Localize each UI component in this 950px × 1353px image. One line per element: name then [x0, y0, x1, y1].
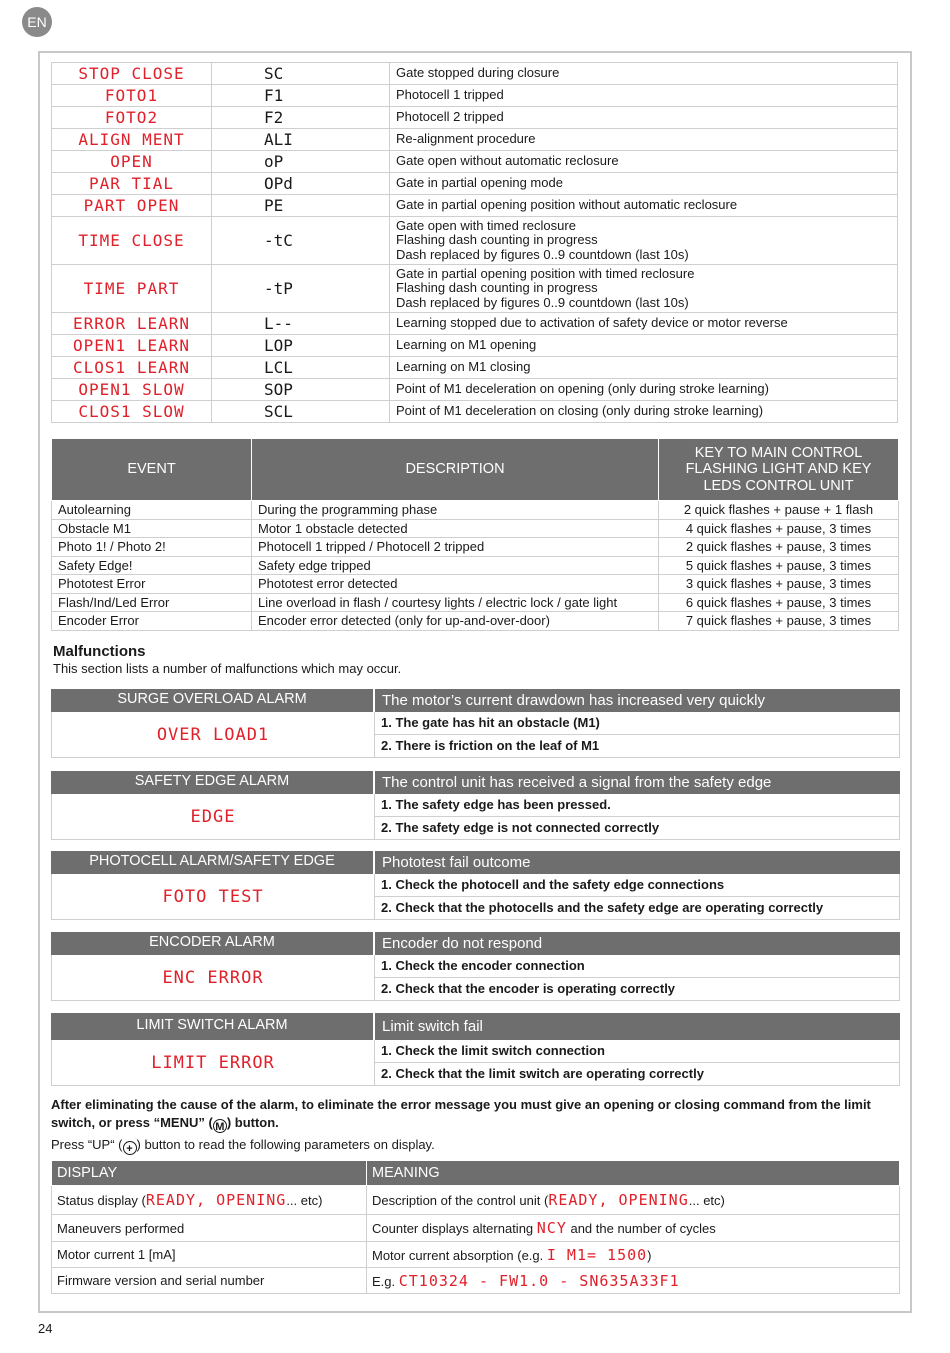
alarm-display: ENC ERROR: [162, 967, 264, 988]
display-cell: [52, 1268, 367, 1294]
code-description: Point of M1 deceleration on opening (only during stroke learning): [390, 379, 898, 401]
description-cell: Line overload in flash / courtesy lights / electric lock / gate light: [252, 593, 659, 612]
flash-key-cell: 2 quick flashes + pause, 3 times: [659, 538, 899, 557]
press-text: ) button to read the following parameters on display.: [136, 1137, 435, 1152]
event-row: [52, 538, 899, 557]
description-cell: Phototest error detected: [252, 575, 659, 594]
alarm-name: PHOTOCELL ALARM/SAFETY EDGE: [51, 851, 373, 874]
display-code: SC: [212, 63, 390, 85]
alarm-name: SAFETY EDGE ALARM: [51, 771, 373, 794]
alarm-heading: Limit switch fail: [373, 1013, 900, 1040]
alarm-name: SURGE OVERLOAD ALARM: [51, 689, 373, 712]
display-text: Firmware version and serial number: [57, 1273, 265, 1288]
menu-button-icon: M: [213, 1119, 227, 1133]
language-badge: EN: [22, 7, 52, 37]
display-code: -tP: [212, 265, 390, 313]
status-row: [52, 173, 898, 195]
display-code: L--: [212, 313, 390, 335]
alarm-block-limit-switch: [51, 1013, 900, 1087]
alarm-line: 1. The gate has hit an obstacle (M1): [381, 715, 600, 730]
malfunctions-subtitle: This section lists a number of malfunctions which may occur.: [53, 661, 402, 676]
display-text: ... etc): [286, 1193, 323, 1208]
display-cell: [52, 1242, 367, 1268]
meaning-text: ... etc): [688, 1193, 725, 1208]
display-text: FOTO2: [52, 107, 212, 129]
code-description: Learning on M1 closing: [390, 357, 898, 379]
status-row: [52, 107, 898, 129]
event-row: [52, 556, 899, 575]
display-text: OPEN1 SLOW: [52, 379, 212, 401]
status-row: [52, 313, 898, 335]
alarm-block-encoder: [51, 932, 900, 1002]
description-cell: During the programming phase: [252, 501, 659, 520]
event-cell: Photo 1! / Photo 2!: [52, 538, 252, 557]
code-description: Gate in partial opening position without automatic reclosure: [390, 195, 898, 217]
display-text: TIME PART: [52, 265, 212, 313]
page-number: 24: [38, 1321, 53, 1336]
display-code: F2: [212, 107, 390, 129]
description-header: DESCRIPTION: [252, 439, 659, 501]
event-row: [52, 501, 899, 520]
event-header: EVENT: [52, 439, 252, 501]
code-description: Re-alignment procedure: [390, 129, 898, 151]
display-text: FOTO1: [52, 85, 212, 107]
meaning-text: Description of the control unit (: [372, 1193, 549, 1208]
alarm-display: LIMIT ERROR: [151, 1052, 275, 1073]
press-up-instruction: [51, 1137, 435, 1155]
display-text: ERROR LEARN: [52, 313, 212, 335]
status-row: [52, 195, 898, 217]
alarm-heading: Phototest fail outcome: [373, 851, 900, 874]
code-description: Learning stopped due to activation of safety device or motor reverse: [390, 313, 898, 335]
display-code: F1: [212, 85, 390, 107]
status-code-table: [51, 62, 898, 423]
meaning-cell: [367, 1186, 900, 1215]
meaning-text: and the number of cycles: [566, 1221, 716, 1236]
event-row: [52, 612, 899, 631]
alarm-line: 2. There is friction on the leaf of M1: [375, 734, 899, 757]
status-row: [52, 357, 898, 379]
display-code: oP: [212, 151, 390, 173]
display-code: LOP: [212, 335, 390, 357]
flash-key-cell: 3 quick flashes + pause, 3 times: [659, 575, 899, 594]
display-code: SCL: [212, 401, 390, 423]
event-row: [52, 593, 899, 612]
alarm-name: ENCODER ALARM: [51, 932, 373, 955]
alarm-display: OVER LOAD1: [156, 724, 270, 745]
alarm-block-surge-overload: [51, 689, 900, 759]
status-row: [52, 151, 898, 173]
display-cell: [52, 1215, 367, 1242]
display-text: PART OPEN: [52, 195, 212, 217]
segment-text: NCY: [536, 1219, 567, 1237]
status-row: [52, 401, 898, 423]
flash-key-cell: 5 quick flashes + pause, 3 times: [659, 556, 899, 575]
meaning-text: ): [647, 1247, 652, 1263]
display-text: ALIGN MENT: [52, 129, 212, 151]
status-row: [52, 379, 898, 401]
code-description: Gate in partial opening mode: [390, 173, 898, 195]
display-text: STOP CLOSE: [52, 63, 212, 85]
alarm-clear-note: [51, 1096, 907, 1133]
alarm-line: 2. Check that the encoder is operating correctly: [375, 977, 899, 1000]
parameter-row: [52, 1242, 900, 1268]
display-text: PAR TIAL: [52, 173, 212, 195]
alarm-line: 1. Check the photocell and the safety edge connections: [381, 877, 725, 892]
status-row: [52, 217, 898, 265]
code-description: Photocell 2 tripped: [390, 107, 898, 129]
display-code: PE: [212, 195, 390, 217]
display-text: CLOS1 SLOW: [52, 401, 212, 423]
code-description: Photocell 1 tripped: [390, 85, 898, 107]
meaning-cell: [367, 1215, 900, 1242]
alarm-line: 1. Check the limit switch connection: [381, 1043, 605, 1058]
display-text: Motor current 1 [mA]: [57, 1247, 176, 1262]
event-cell: Flash/Ind/Led Error: [52, 593, 252, 612]
parameter-row: [52, 1215, 900, 1242]
segment-text: CT10324 - FW1.0 - SN635A33F1: [398, 1271, 680, 1290]
display-code: -tC: [212, 217, 390, 265]
display-text: TIME CLOSE: [52, 217, 212, 265]
segment-text: READY, OPENING: [548, 1191, 689, 1209]
code-description: Gate in partial opening position with timed reclosure Flashing dash counting in progress Dash replaced by figures 0..9 countdown (last 10s): [390, 265, 898, 313]
event-cell: Phototest Error: [52, 575, 252, 594]
meaning-text: Counter displays alternating: [372, 1221, 537, 1236]
status-row: [52, 85, 898, 107]
alarm-line: 1. The safety edge has been pressed.: [381, 797, 611, 812]
meaning-cell: [367, 1242, 900, 1268]
status-row: [52, 265, 898, 313]
display-cell: [52, 1186, 367, 1215]
description-cell: Motor 1 obstacle detected: [252, 519, 659, 538]
note-text: After eliminating the cause of the alarm, to eliminate the error message you must give an opening or closing command from the limit switch, or press “MENU” (: [51, 1097, 871, 1130]
alarm-line: 1. Check the encoder connection: [381, 958, 585, 973]
display-text: CLOS1 LEARN: [52, 357, 212, 379]
display-text: OPEN1 LEARN: [52, 335, 212, 357]
meaning-text: E.g.: [372, 1273, 399, 1289]
alarm-line: 2. Check that the limit switch are operating correctly: [375, 1062, 899, 1085]
segment-text: I M1= 1500: [546, 1245, 648, 1264]
alarm-heading: The motor’s current drawdown has increased very quickly: [373, 689, 900, 712]
status-row: [52, 63, 898, 85]
status-row: [52, 335, 898, 357]
description-cell: Safety edge tripped: [252, 556, 659, 575]
event-cell: Autolearning: [52, 501, 252, 520]
alarm-line: 2. Check that the photocells and the safety edge are operating correctly: [375, 896, 899, 919]
event-cell: Obstacle M1: [52, 519, 252, 538]
display-text: OPEN: [52, 151, 212, 173]
description-cell: Photocell 1 tripped / Photocell 2 tripped: [252, 538, 659, 557]
key-header: KEY TO MAIN CONTROL FLASHING LIGHT AND KEY LEDS CONTROL UNIT: [659, 439, 899, 501]
display-text: Maneuvers performed: [57, 1220, 185, 1236]
flash-key-cell: 6 quick flashes + pause, 3 times: [659, 593, 899, 612]
alarm-display: EDGE: [190, 806, 236, 827]
malfunctions-title: Malfunctions: [53, 643, 146, 660]
flash-key-cell: 4 quick flashes + pause, 3 times: [659, 519, 899, 538]
code-description: Gate stopped during closure: [390, 63, 898, 85]
alarm-heading: The control unit has received a signal from the safety edge: [373, 771, 900, 794]
display-code: ALI: [212, 129, 390, 151]
display-header: DISPLAY: [52, 1161, 367, 1186]
meaning-header: MEANING: [367, 1161, 900, 1186]
display-text: Status display (: [57, 1193, 146, 1208]
up-button-icon: +: [123, 1141, 137, 1155]
alarm-block-photocell: [51, 851, 900, 921]
alarm-display: FOTO TEST: [162, 886, 264, 907]
code-description: Learning on M1 opening: [390, 335, 898, 357]
event-row: [52, 519, 899, 538]
flash-key-cell: 7 quick flashes + pause, 3 times: [659, 612, 899, 631]
flash-key-cell: 2 quick flashes + pause + 1 flash: [659, 501, 899, 520]
press-text: Press “UP“ (: [51, 1137, 123, 1152]
display-code: LCL: [212, 357, 390, 379]
code-description: Gate open with timed reclosure Flashing dash counting in progress Dash replaced by figures 0..9 countdown (last 10s): [390, 217, 898, 265]
description-cell: Encoder error detected (only for up-and-over-door): [252, 612, 659, 631]
note-text: ) button.: [226, 1114, 279, 1130]
alarm-line: 2. The safety edge is not connected correctly: [375, 816, 899, 839]
event-table: [51, 438, 899, 631]
event-row: [52, 575, 899, 594]
parameter-row: [52, 1186, 900, 1215]
meaning-cell: [367, 1268, 900, 1294]
parameter-row: [52, 1268, 900, 1294]
event-cell: Encoder Error: [52, 612, 252, 631]
display-code: OPd: [212, 173, 390, 195]
segment-text: READY, OPENING: [145, 1191, 287, 1209]
parameter-table: [51, 1160, 900, 1294]
code-description: Gate open without automatic reclosure: [390, 151, 898, 173]
alarm-heading: Encoder do not respond: [373, 932, 900, 955]
event-cell: Safety Edge!: [52, 556, 252, 575]
status-row: [52, 129, 898, 151]
alarm-block-safety-edge: [51, 771, 900, 841]
alarm-name: LIMIT SWITCH ALARM: [51, 1013, 373, 1040]
code-description: Point of M1 deceleration on closing (only during stroke learning): [390, 401, 898, 423]
meaning-text: Motor current absorption (e.g.: [372, 1247, 547, 1263]
display-code: SOP: [212, 379, 390, 401]
